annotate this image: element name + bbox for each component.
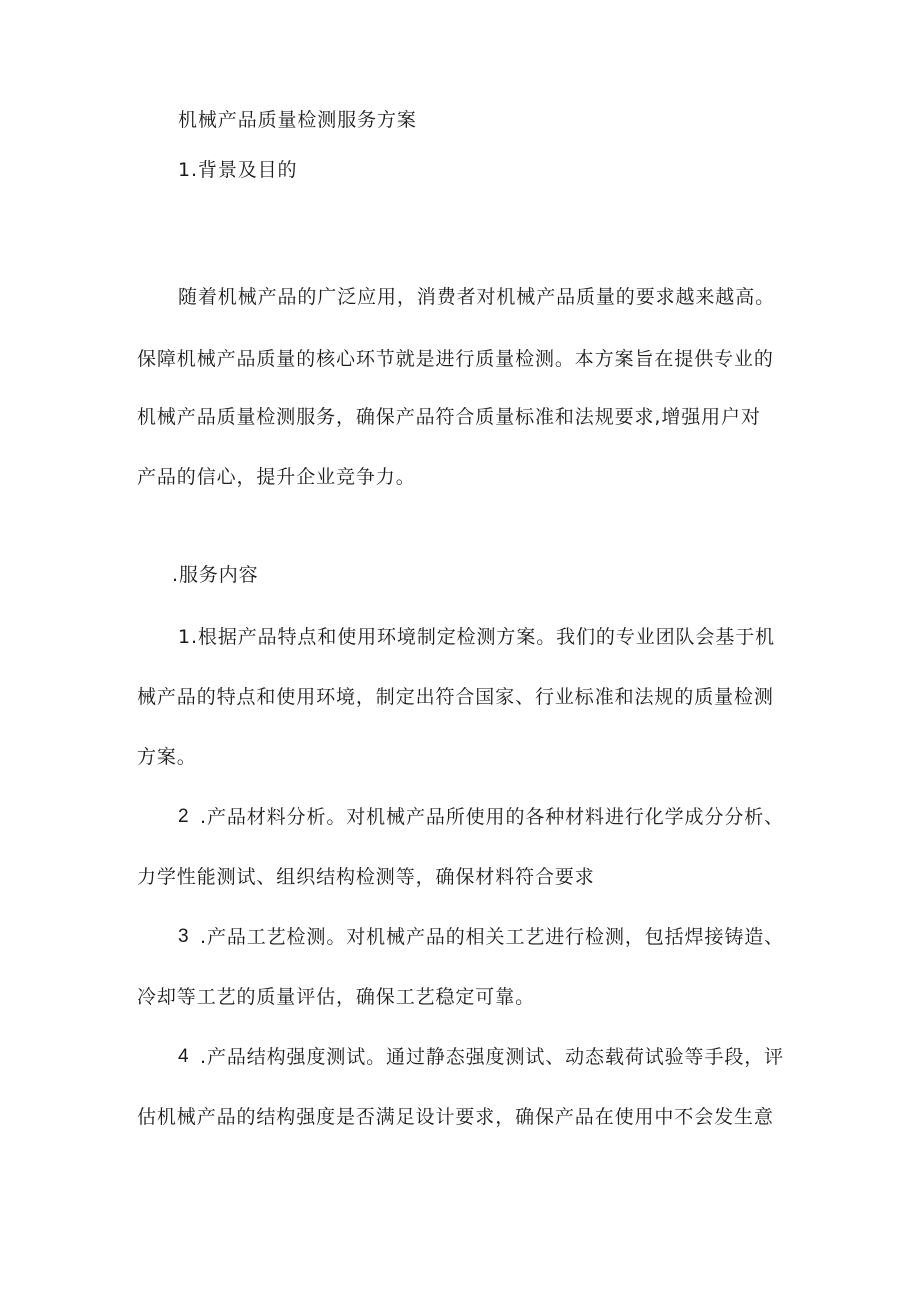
list-item-line: .产品材料分析。对机械产品所使用的各种材料进行化学成分分析、 <box>200 806 785 828</box>
list-item-line: .产品结构强度测试。通过静态强度测试、动态载荷试验等手段，评 <box>200 1046 785 1068</box>
list-item-line: 1.根据产品特点和使用环境制定检测方案。我们的专业团队会基于机 <box>178 626 776 648</box>
list-item-number: 4 <box>178 1046 189 1067</box>
list-item-line: 力学性能测试、组织结构检测等，确保材料符合要求 <box>137 866 595 888</box>
section-heading-background: 1.背景及目的 <box>178 159 298 181</box>
list-item-number: 3 <box>178 926 189 947</box>
paragraph-line: 产品的信心，提升企业竞争力。 <box>137 466 416 488</box>
list-item-line: .产品工艺检测。对机械产品的相关工艺进行检测，包括焊接铸造、 <box>200 926 785 948</box>
list-item-number: 2 <box>178 806 189 827</box>
paragraph-line: 保障机械产品质量的核心环节就是进行质量检测。本方案旨在提供专业的 <box>137 348 774 370</box>
list-item-line: 估机械产品的结构强度是否满足设计要求，确保产品在使用中不会发生意 <box>137 1106 774 1128</box>
paragraph-line: 机械产品质量检测服务，确保产品符合质量标准和法规要求,增强用户对 <box>137 406 761 428</box>
document-title: 机械产品质量检测服务方案 <box>178 109 417 131</box>
section-heading-services: .服务内容 <box>172 564 259 586</box>
paragraph-line: 随着机械产品的广泛应用，消费者对机械产品质量的要求越来越高。 <box>178 286 776 308</box>
list-item-line: 械产品的特点和使用环境，制定出符合国家、行业标准和法规的质量检测 <box>137 686 774 708</box>
list-item-line: 冷却等工艺的质量评估，确保工艺稳定可靠。 <box>137 986 536 1008</box>
list-item-line: 方案。 <box>137 746 197 768</box>
